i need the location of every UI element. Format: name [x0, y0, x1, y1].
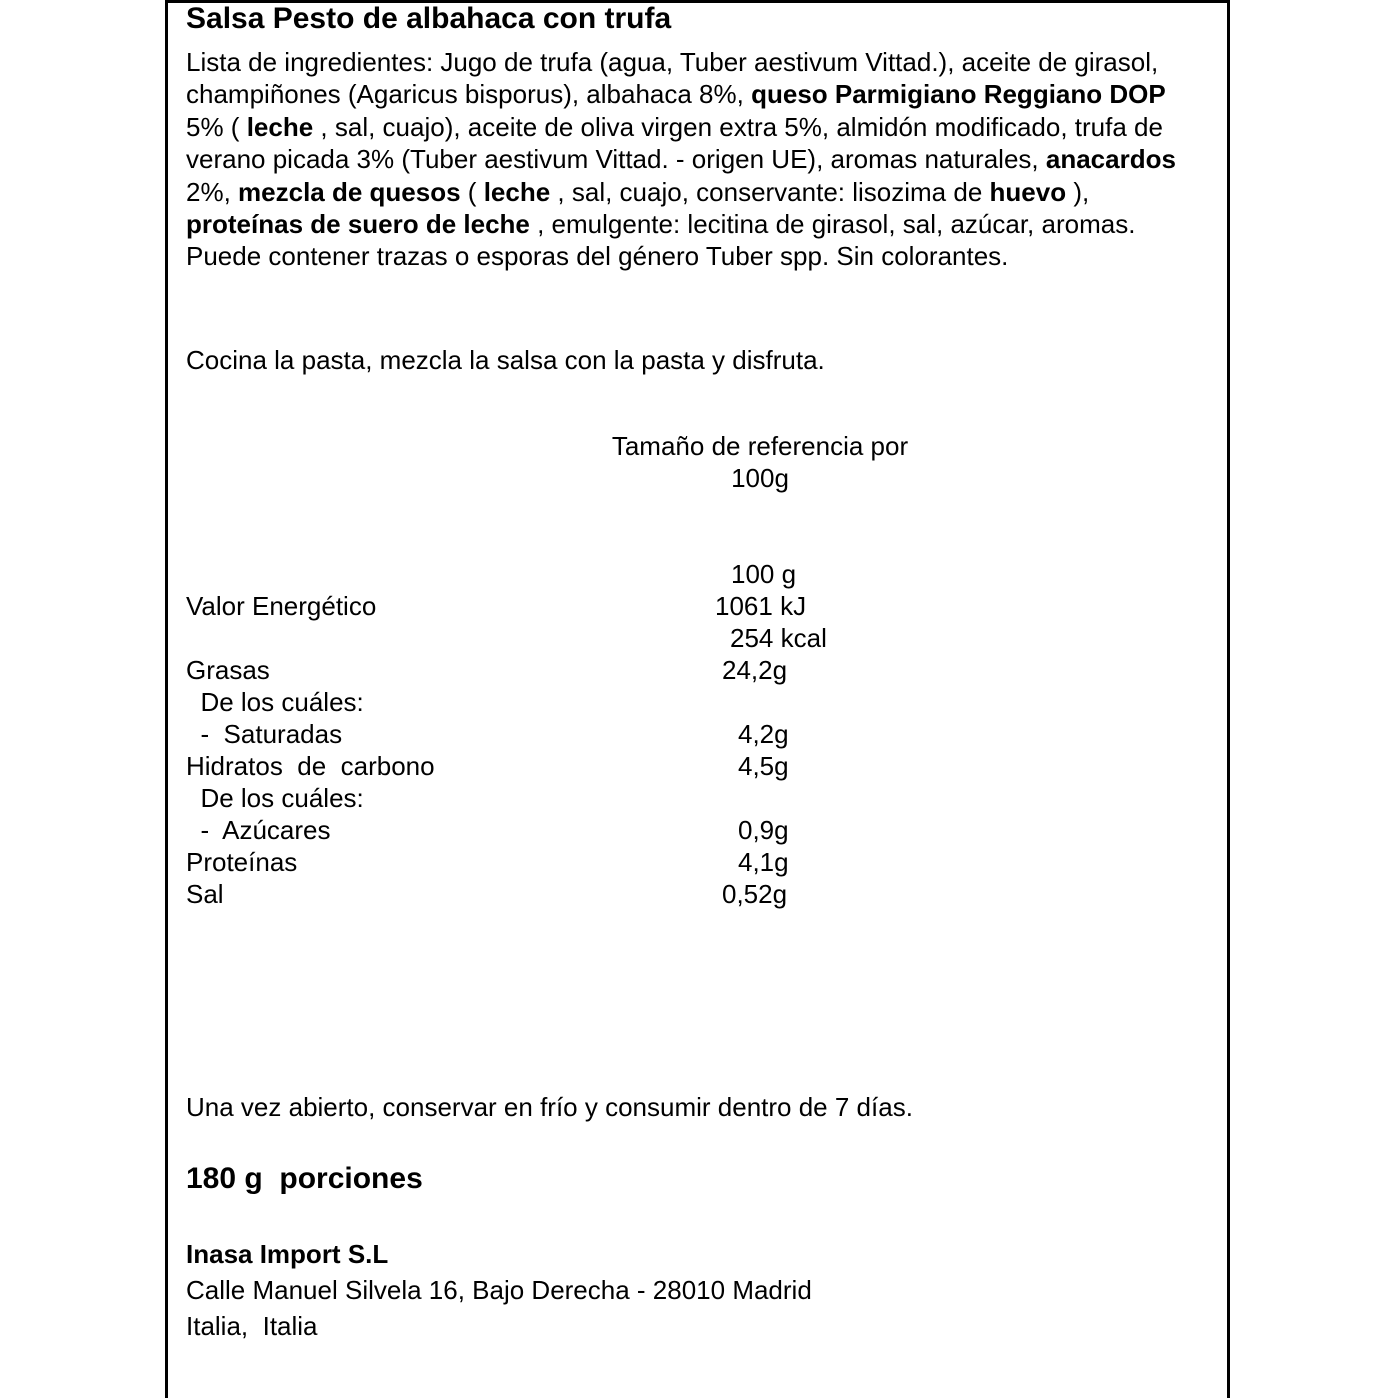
nutrition-column-header: 100 g	[731, 559, 797, 589]
ingredients-text: , sal, cuajo), aceite de oliva virgen extra 5%, almidón modificado, trufa de verano picada 3% (Tuber aestivum Vittad. - origen UE), aromas naturales,	[186, 111, 1163, 175]
nutrition-value: 1061 kJ	[715, 591, 807, 621]
reference-line: Tamaño de referencia por	[611, 431, 909, 461]
allergen-text: proteínas de suero de leche	[186, 209, 530, 240]
nutrition-label: De los cuáles:	[186, 687, 364, 717]
ingredients-text: , sal, cuajo, conservante: lisozima de	[550, 176, 990, 207]
nutrition-value: 4,2g	[738, 719, 789, 749]
nutrition-label: De los cuáles:	[186, 783, 364, 813]
allergen-text: huevo	[989, 176, 1067, 207]
nutrition-value: 4,1g	[738, 847, 789, 877]
nutrition-label: - Azúcares	[186, 815, 331, 845]
nutrition-value: 0,52g	[722, 879, 788, 909]
ingredients-text: Lista de ingredientes: Jugo de trufa (agua, Tuber aestivum Vittad.), aceite de girasol, champiñones (Agaricus bisporus), albahaca 8%,	[186, 47, 1159, 110]
nutrition-value: 4,5g	[738, 751, 789, 781]
country-of-origin: Italia, Italia	[186, 1311, 318, 1341]
allergen-text: anacardos	[1045, 144, 1176, 175]
nutrition-label: Valor Energético	[186, 591, 377, 621]
nutrition-label: Hidratos de carbono	[186, 751, 435, 781]
allergen-text: leche	[483, 176, 551, 207]
storage-instructions: Una vez abierto, conservar en frío y consumir dentro de 7 días.	[186, 1092, 913, 1122]
net-weight: 180 g porciones	[186, 1162, 423, 1195]
nutrition-label: Grasas	[186, 655, 270, 685]
nutrition-label: - Saturadas	[186, 719, 343, 749]
ingredients-text: , emulgente: lecitina de girasol, sal, azúcar, aromas. Puede contener trazas o esporas del género Tuber spp. Sin colorantes.	[186, 209, 1136, 272]
company-address: Calle Manuel Silvela 16, Bajo Derecha - 28010 Madrid	[186, 1275, 812, 1305]
ingredients-text: (	[460, 176, 484, 207]
nutrition-value: 0,9g	[738, 815, 789, 845]
nutrition-value: 254 kcal	[730, 623, 827, 653]
nutrition-reference-header	[560, 430, 960, 494]
preparation-instructions: Cocina la pasta, mezcla la salsa con la pasta y disfruta.	[186, 345, 825, 375]
nutrition-value: 24,2g	[722, 655, 788, 685]
reference-amount: 100g	[731, 463, 789, 493]
ingredients-text: 2%,	[186, 176, 239, 207]
company-name: Inasa Import S.L	[186, 1239, 389, 1269]
nutrition-label: Sal	[186, 879, 224, 909]
ingredients-text: 5% (	[186, 111, 247, 142]
ingredients-text: ),	[1066, 176, 1090, 207]
allergen-text: queso Parmigiano Reggiano DOP	[751, 79, 1166, 110]
allergen-text: mezcla de quesos	[238, 176, 461, 207]
product-title: Salsa Pesto de albahaca con trufa	[186, 2, 672, 35]
ingredients-list	[186, 46, 1206, 273]
nutrition-label: Proteínas	[186, 847, 298, 877]
allergen-text: leche	[246, 111, 314, 142]
